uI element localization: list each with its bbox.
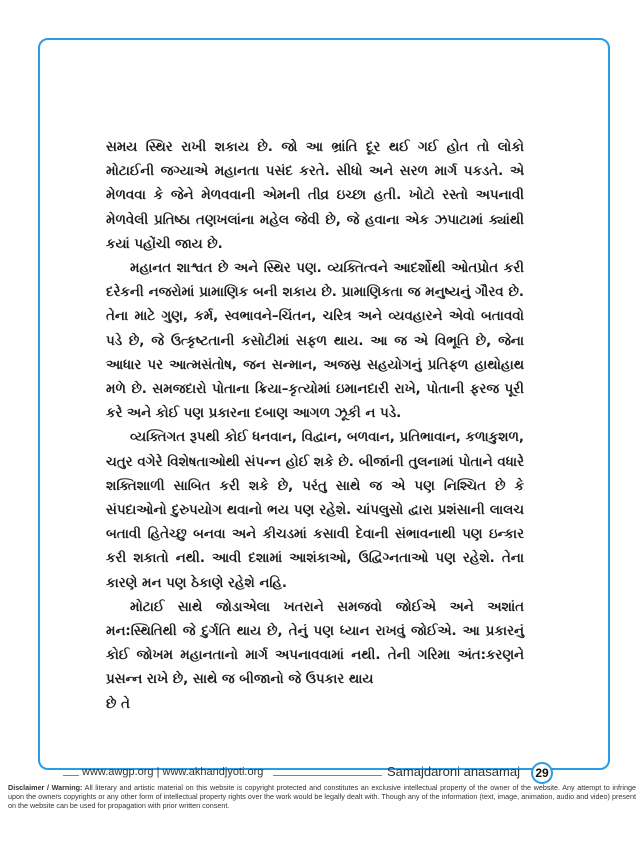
paragraph-2: મહાનત શાશ્વત છે અને સ્થિર પણ. વ્યક્તિત્વને આદર્શોથી ઓતપ્રોત કરી દરેકની નજરોમાં પ્રામાણિક બની શકાય છે. પ્રામાણિકતા જ મનુષ્યનું ગૌરવ છે. તેના માટે ગુણ, કર્મ, સ્વભાવને–ચિંતન, ચરિત્ર અને વ્યવહારને એવો બતાવવો પડે છે, જે ઉત્કૃષ્ટતાની કસોટીમાં સફળ થાય. આ જ એ વિભૂતિ છે, જેના આધાર પર આત્મસંતોષ, જન સન્માન, અજસ્ર સહયોગનું પ્રતિફળ હાથોહાથ મળે છે. સમજદારો પોતાના ક્રિયા–કૃત્યોમાં ઇમાનદારી રાખે, પોતાની ફરજ પૂરી કરે અને કોઈ પણ પ્રકારના દબાણ આગળ ઝૂકી ન પડે. (106, 261, 524, 422)
paragraph-4: મોટાઈ સાથે જોડાએલા ખતરાને સમજવો જોઈએ અને અશાંત મન:સ્થિતિથી જે દુર્ગતિ થાય છે, તેનું પણ ધ્યાન રાખવું જોઈએ. આ પ્રકારનું કોઈ જોખમ મહાનતાનો માર્ગ અપનાવવામાં નથી. તેની ગરિમા અંત:કરણને પ્રસન્ન રાખે છે, સાથે જ બીજાનો જે ઉપકાર થાય (106, 599, 524, 688)
page-footer (60, 763, 560, 783)
footer-links[interactable]: www.awgp.org | www.akhandjyoti.org (82, 766, 264, 778)
paragraph-3: વ્યક્તિગત રૂપથી કોઈ ધનવાન, વિદ્વાન, બળવાન, પ્રતિભાવાન, કળાકુશળ, ચતુર વગેરે વિશેષતાઓથી સંપન્ન હોઈ શકે છે. બીજાંની તુલનામાં પોતાને વધારે શક્તિશાળી સાબિત કરી શકે છે, પરંતુ સાથે જ એ પણ નિશ્ચિત છે કે સંપદાઓનો દુરુપયોગ થવાનો ભય પણ રહેશે. ચાંપલુસો દ્વારા પ્રશંસાની લાલચ બતાવી હિતેચ્છુ બનવા અને કીચડમાં કસાવી દેવાની સંભાવનાથી પણ ઇન્કાર કરી શકાતો નથી. આવી દશામાં આશંકાઓ, ઉદ્વિગ્નતાઓ પણ રહેશે. તેના કારણે મન પણ ઠેકાણે રહેશે નહિ. (106, 430, 524, 591)
paragraph-continuation: છે તે (106, 696, 130, 712)
footer-rule-middle (273, 775, 382, 776)
page-number-badge: 29 (531, 762, 553, 784)
paragraph-1: સમય સ્થિર રાખી શકાય છે. જો આ ભ્રાંતિ દૂર થઈ ગઈ હોત તો લોકો મોટાઈની જગ્યાએ મહાનતા પસંદ કરતે. સીધો અને સરળ માર્ગ પકડતે. એ મેળવવા કે જેને મેળવવાની એમની તીવ્ર ઇચ્છા હતી. ખોટો રસ્તો અપનાવી મેળવેલી પ્રતિષ્ઠા તણખલાંના મહેલ જેવી છે, જે હવાના એક ઝપાટામાં ક્યાંથી કયાં પહોંચી જાય છે. (106, 140, 524, 252)
disclaimer-text: All literary and artistic material on this website is copyright protected and constitutes an exclusive intellectual property of the owner of the website. Any attempt to infringe upon the owners copyrights or any other form of intellectual property rights over the work would be legally dealt with. Though any of the information (text, image, animation, audio and video) present on the website can be used for propagation with prior written consent. (8, 783, 636, 810)
article-body (106, 136, 524, 712)
disclaimer (8, 783, 636, 810)
footer-rule-left (63, 775, 79, 776)
disclaimer-label: Disclaimer / Warning: (8, 783, 83, 792)
footer-title: Samajdaroni anasamaj (387, 764, 520, 779)
